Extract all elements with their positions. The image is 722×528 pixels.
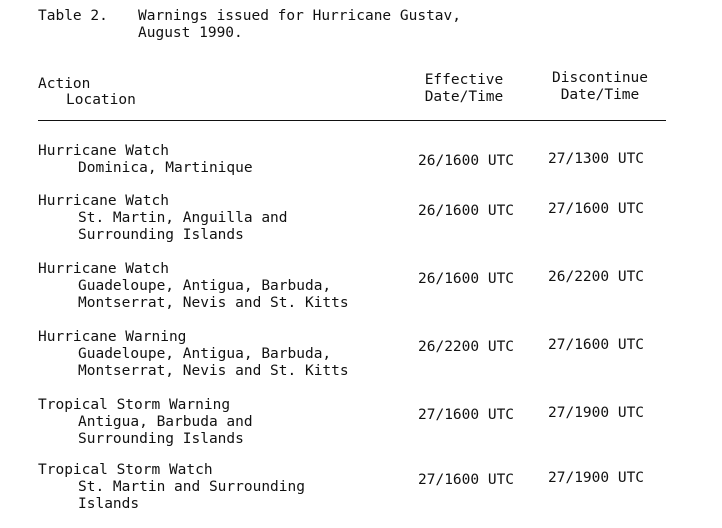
- row-location: [78, 346, 349, 380]
- column-header-discontinue-line2: Date/Time: [560, 87, 640, 103]
- row-discontinue-time: 27/1600 UTC: [548, 337, 645, 353]
- row-location: [78, 160, 253, 177]
- row-location-line: Islands: [78, 496, 140, 512]
- row-action: Hurricane Watch: [38, 143, 169, 159]
- row-action: Hurricane Warning: [38, 329, 187, 345]
- row-location-line: St. Martin, Anguilla and: [78, 210, 288, 226]
- row-effective-time: 27/1600 UTC: [418, 407, 515, 423]
- row-discontinue-time: 27/1900 UTC: [548, 405, 645, 421]
- table-title-line2: August 1990.: [138, 25, 243, 41]
- row-discontinue-time: 27/1900 UTC: [548, 470, 645, 486]
- row-effective-time: 26/1600 UTC: [418, 153, 515, 169]
- row-action: Hurricane Watch: [38, 193, 169, 209]
- row-location: [78, 278, 349, 312]
- row-location-line: Guadeloupe, Antigua, Barbuda,: [78, 278, 332, 294]
- header-divider: [38, 120, 666, 121]
- column-header-effective-line1: Effective: [424, 72, 504, 88]
- column-header-discontinue-line1: Discontinue: [551, 70, 649, 86]
- row-location-line: St. Martin and Surrounding: [78, 479, 305, 495]
- row-action: Tropical Storm Watch: [38, 462, 213, 478]
- row-location-line: Surrounding Islands: [78, 431, 244, 447]
- row-location: [78, 414, 253, 448]
- row-effective-time: 26/1600 UTC: [418, 203, 515, 219]
- row-location-line: Antigua, Barbuda and: [78, 414, 253, 430]
- row-effective-time: 27/1600 UTC: [418, 472, 515, 488]
- row-effective-time: 26/2200 UTC: [418, 339, 515, 355]
- column-header-location: Location: [66, 92, 136, 108]
- table-title-line1: Warnings issued for Hurricane Gustav,: [138, 8, 462, 24]
- row-location-line: Montserrat, Nevis and St. Kitts: [78, 363, 349, 379]
- row-action: Hurricane Watch: [38, 261, 169, 277]
- column-header-effective-line2: Date/Time: [424, 89, 504, 105]
- row-location-line: Montserrat, Nevis and St. Kitts: [78, 295, 349, 311]
- row-discontinue-time: 27/1600 UTC: [548, 201, 645, 217]
- row-action: Tropical Storm Warning: [38, 397, 231, 413]
- row-location-line: Guadeloupe, Antigua, Barbuda,: [78, 346, 332, 362]
- row-location-line: Surrounding Islands: [78, 227, 244, 243]
- table-caption: [38, 8, 462, 41]
- row-location-line: Dominica, Martinique: [78, 160, 253, 176]
- column-header-effective: [412, 72, 516, 106]
- row-effective-time: 26/1600 UTC: [418, 271, 515, 287]
- column-header-discontinue: [540, 70, 660, 104]
- table-number: Table 2.: [38, 8, 108, 24]
- row-discontinue-time: 26/2200 UTC: [548, 269, 645, 285]
- row-discontinue-time: 27/1300 UTC: [548, 151, 645, 167]
- row-location: [78, 479, 305, 513]
- column-header-action: Action: [38, 76, 91, 92]
- row-location: [78, 210, 288, 244]
